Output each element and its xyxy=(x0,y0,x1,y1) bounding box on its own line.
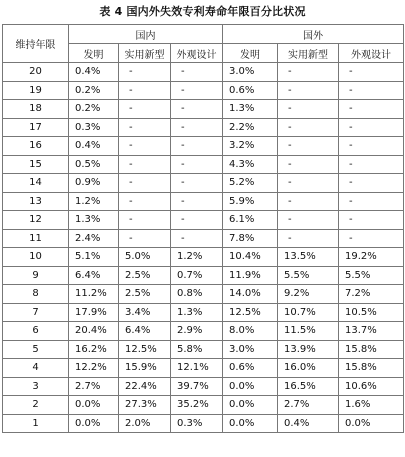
foreign-value-cell: 8.0% xyxy=(223,322,278,341)
foreign-value-cell: 9.2% xyxy=(278,285,339,304)
year-cell: 6 xyxy=(3,322,69,341)
domestic-value-cell: 27.3% xyxy=(119,396,171,415)
domestic-value-cell: 0.3% xyxy=(171,414,223,433)
col-header-domestic-utility: 实用新型 xyxy=(119,44,171,63)
domestic-value-cell: 35.2% xyxy=(171,396,223,415)
domestic-value-cell: - xyxy=(171,100,223,119)
domestic-value-cell: 0.4% xyxy=(69,137,119,156)
table-row xyxy=(3,340,404,359)
domestic-value-cell: 0.9% xyxy=(69,174,119,193)
year-cell: 20 xyxy=(3,63,69,82)
foreign-value-cell: 11.5% xyxy=(278,322,339,341)
foreign-value-cell: 10.5% xyxy=(339,303,404,322)
foreign-value-cell: 15.8% xyxy=(339,340,404,359)
foreign-value-cell: - xyxy=(278,155,339,174)
domestic-value-cell: 2.5% xyxy=(119,285,171,304)
foreign-value-cell: 0.0% xyxy=(223,396,278,415)
foreign-value-cell: - xyxy=(278,229,339,248)
year-cell: 11 xyxy=(3,229,69,248)
domestic-value-cell: 0.0% xyxy=(69,396,119,415)
domestic-value-cell: - xyxy=(171,229,223,248)
table-row xyxy=(3,174,404,193)
table-row xyxy=(3,63,404,82)
domestic-value-cell: - xyxy=(119,174,171,193)
domestic-value-cell: 5.8% xyxy=(171,340,223,359)
table-row xyxy=(3,359,404,378)
domestic-value-cell: 16.2% xyxy=(69,340,119,359)
foreign-value-cell: 5.2% xyxy=(223,174,278,193)
year-cell: 5 xyxy=(3,340,69,359)
domestic-value-cell: 6.4% xyxy=(69,266,119,285)
domestic-value-cell: - xyxy=(171,192,223,211)
year-cell: 4 xyxy=(3,359,69,378)
foreign-value-cell: - xyxy=(278,174,339,193)
foreign-value-cell: 3.0% xyxy=(223,63,278,82)
table-row xyxy=(3,211,404,230)
foreign-value-cell: 7.8% xyxy=(223,229,278,248)
foreign-value-cell: 10.4% xyxy=(223,248,278,267)
foreign-value-cell: 5.5% xyxy=(339,266,404,285)
table-row xyxy=(3,248,404,267)
domestic-value-cell: 22.4% xyxy=(119,377,171,396)
table-row xyxy=(3,100,404,119)
year-cell: 3 xyxy=(3,377,69,396)
foreign-value-cell: 16.0% xyxy=(278,359,339,378)
year-cell: 18 xyxy=(3,100,69,119)
foreign-value-cell: 4.3% xyxy=(223,155,278,174)
foreign-value-cell: 19.2% xyxy=(339,248,404,267)
table-row xyxy=(3,118,404,137)
domestic-value-cell: 0.2% xyxy=(69,100,119,119)
domestic-value-cell: 20.4% xyxy=(69,322,119,341)
foreign-value-cell: - xyxy=(339,63,404,82)
year-cell: 19 xyxy=(3,81,69,100)
foreign-value-cell: 16.5% xyxy=(278,377,339,396)
domestic-value-cell: 0.3% xyxy=(69,118,119,137)
col-header-foreign-design: 外观设计 xyxy=(339,44,404,63)
table-row xyxy=(3,192,404,211)
foreign-value-cell: 0.6% xyxy=(223,81,278,100)
domestic-value-cell: 6.4% xyxy=(119,322,171,341)
foreign-value-cell: 3.2% xyxy=(223,137,278,156)
table-row xyxy=(3,414,404,433)
year-cell: 10 xyxy=(3,248,69,267)
foreign-value-cell: 5.9% xyxy=(223,192,278,211)
domestic-value-cell: 5.1% xyxy=(69,248,119,267)
domestic-value-cell: - xyxy=(119,63,171,82)
domestic-value-cell: 12.1% xyxy=(171,359,223,378)
col-header-foreign-invention: 发明 xyxy=(223,44,278,63)
year-cell: 12 xyxy=(3,211,69,230)
domestic-value-cell: 1.3% xyxy=(171,303,223,322)
foreign-value-cell: 1.3% xyxy=(223,100,278,119)
domestic-value-cell: 2.7% xyxy=(69,377,119,396)
foreign-value-cell: - xyxy=(278,192,339,211)
foreign-value-cell: 13.9% xyxy=(278,340,339,359)
foreign-value-cell: 2.2% xyxy=(223,118,278,137)
year-cell: 15 xyxy=(3,155,69,174)
foreign-value-cell: - xyxy=(339,192,404,211)
table-row xyxy=(3,266,404,285)
domestic-value-cell: 11.2% xyxy=(69,285,119,304)
foreign-value-cell: 3.0% xyxy=(223,340,278,359)
year-cell: 8 xyxy=(3,285,69,304)
foreign-value-cell: 6.1% xyxy=(223,211,278,230)
foreign-value-cell: - xyxy=(339,211,404,230)
table-caption: 表 4 国内外失效专利寿命年限百分比状况 xyxy=(99,5,306,18)
domestic-value-cell: 2.4% xyxy=(69,229,119,248)
year-cell: 7 xyxy=(3,303,69,322)
year-cell: 14 xyxy=(3,174,69,193)
foreign-value-cell: - xyxy=(278,100,339,119)
col-header-domestic-design: 外观设计 xyxy=(171,44,223,63)
domestic-value-cell: 2.0% xyxy=(119,414,171,433)
year-cell: 9 xyxy=(3,266,69,285)
foreign-value-cell: 12.5% xyxy=(223,303,278,322)
domestic-value-cell: - xyxy=(119,211,171,230)
table-row xyxy=(3,377,404,396)
foreign-value-cell: - xyxy=(339,81,404,100)
foreign-value-cell: 13.7% xyxy=(339,322,404,341)
domestic-value-cell: 12.5% xyxy=(119,340,171,359)
domestic-value-cell: - xyxy=(119,118,171,137)
foreign-value-cell: 0.0% xyxy=(339,414,404,433)
foreign-value-cell: - xyxy=(278,63,339,82)
patent-lifetime-table xyxy=(2,24,404,433)
foreign-value-cell: 15.8% xyxy=(339,359,404,378)
domestic-value-cell: - xyxy=(119,229,171,248)
domestic-value-cell: 3.4% xyxy=(119,303,171,322)
domestic-value-cell: 0.8% xyxy=(171,285,223,304)
table-row xyxy=(3,137,404,156)
foreign-value-cell: - xyxy=(278,137,339,156)
year-cell: 17 xyxy=(3,118,69,137)
year-cell: 13 xyxy=(3,192,69,211)
domestic-value-cell: 39.7% xyxy=(171,377,223,396)
domestic-value-cell: 1.2% xyxy=(69,192,119,211)
domestic-value-cell: - xyxy=(119,192,171,211)
foreign-value-cell: 0.6% xyxy=(223,359,278,378)
foreign-value-cell: 0.0% xyxy=(223,377,278,396)
foreign-value-cell: 0.4% xyxy=(278,414,339,433)
col-header-domestic-invention: 发明 xyxy=(69,44,119,63)
col-header-foreign-utility: 实用新型 xyxy=(278,44,339,63)
year-cell: 16 xyxy=(3,137,69,156)
domestic-value-cell: - xyxy=(171,137,223,156)
foreign-value-cell: 10.7% xyxy=(278,303,339,322)
domestic-value-cell: - xyxy=(171,63,223,82)
foreign-value-cell: 13.5% xyxy=(278,248,339,267)
table-row xyxy=(3,155,404,174)
foreign-value-cell: - xyxy=(339,100,404,119)
foreign-value-cell: 14.0% xyxy=(223,285,278,304)
domestic-value-cell: 0.7% xyxy=(171,266,223,285)
domestic-value-cell: - xyxy=(119,81,171,100)
domestic-value-cell: - xyxy=(171,211,223,230)
domestic-value-cell: - xyxy=(119,155,171,174)
foreign-value-cell: 10.6% xyxy=(339,377,404,396)
foreign-value-cell: 2.7% xyxy=(278,396,339,415)
foreign-value-cell: - xyxy=(278,211,339,230)
domestic-value-cell: 5.0% xyxy=(119,248,171,267)
foreign-value-cell: - xyxy=(339,137,404,156)
domestic-value-cell: 2.9% xyxy=(171,322,223,341)
domestic-value-cell: 2.5% xyxy=(119,266,171,285)
table-row xyxy=(3,229,404,248)
domestic-value-cell: - xyxy=(171,81,223,100)
domestic-value-cell: 12.2% xyxy=(69,359,119,378)
foreign-value-cell: - xyxy=(339,229,404,248)
foreign-value-cell: - xyxy=(278,118,339,137)
domestic-value-cell: 1.2% xyxy=(171,248,223,267)
domestic-value-cell: 0.0% xyxy=(69,414,119,433)
domestic-value-cell: 0.5% xyxy=(69,155,119,174)
table-body xyxy=(3,63,404,433)
year-cell: 2 xyxy=(3,396,69,415)
table-row xyxy=(3,322,404,341)
group-header-domestic: 国内 xyxy=(69,25,223,44)
corner-header: 维持年限 xyxy=(3,25,69,63)
table-row xyxy=(3,81,404,100)
foreign-value-cell: - xyxy=(339,174,404,193)
foreign-value-cell: - xyxy=(339,155,404,174)
domestic-value-cell: 15.9% xyxy=(119,359,171,378)
domestic-value-cell: - xyxy=(171,155,223,174)
domestic-value-cell: - xyxy=(171,174,223,193)
table-row xyxy=(3,285,404,304)
foreign-value-cell: 11.9% xyxy=(223,266,278,285)
group-header-foreign: 国外 xyxy=(223,25,404,44)
year-cell: 1 xyxy=(3,414,69,433)
foreign-value-cell: 1.6% xyxy=(339,396,404,415)
domestic-value-cell: 17.9% xyxy=(69,303,119,322)
domestic-value-cell: 1.3% xyxy=(69,211,119,230)
foreign-value-cell: 5.5% xyxy=(278,266,339,285)
foreign-value-cell: 7.2% xyxy=(339,285,404,304)
table-row xyxy=(3,303,404,322)
table-row xyxy=(3,396,404,415)
foreign-value-cell: - xyxy=(278,81,339,100)
foreign-value-cell: - xyxy=(339,118,404,137)
domestic-value-cell: 0.4% xyxy=(69,63,119,82)
foreign-value-cell: 0.0% xyxy=(223,414,278,433)
domestic-value-cell: - xyxy=(171,118,223,137)
domestic-value-cell: - xyxy=(119,100,171,119)
domestic-value-cell: - xyxy=(119,137,171,156)
domestic-value-cell: 0.2% xyxy=(69,81,119,100)
